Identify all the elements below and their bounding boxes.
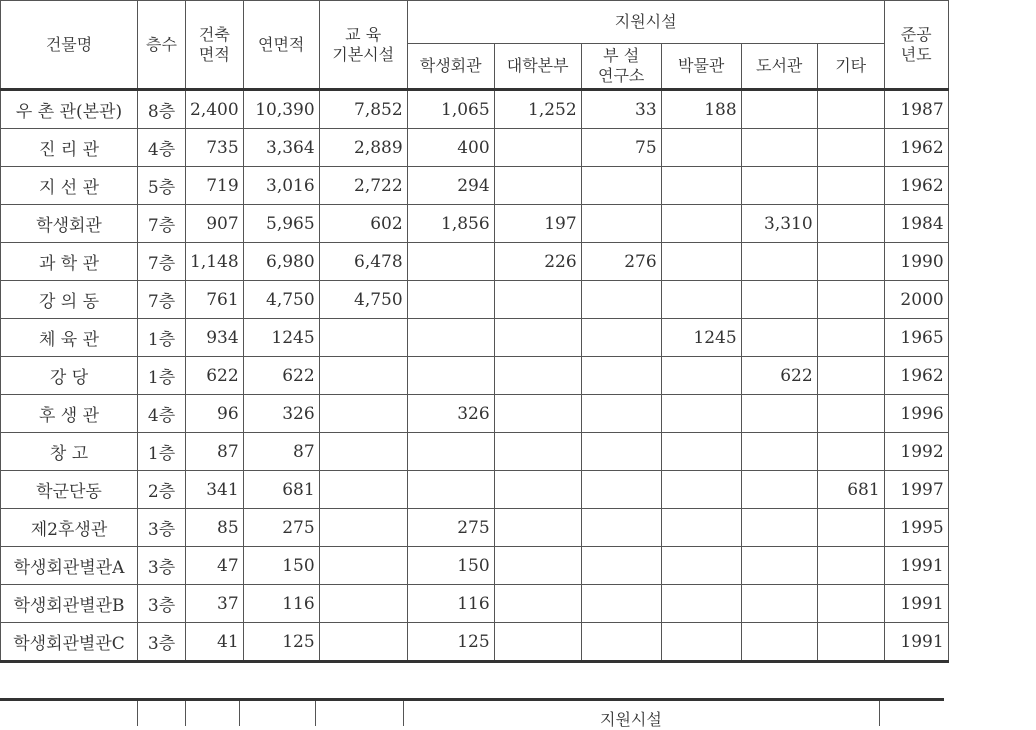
cell-museum [661, 585, 741, 623]
header-other: 기타 [817, 44, 884, 90]
cell-building-name: 창 고 [1, 433, 138, 471]
cell-museum [661, 471, 741, 509]
cell-library [741, 395, 817, 433]
cell-edu-research [319, 395, 407, 433]
cell-univ-hq [494, 471, 581, 509]
cell-floors: 8층 [138, 90, 186, 129]
cell-total-floor-area: 275 [243, 509, 319, 547]
table-row [1, 623, 949, 662]
cell-edu-research: 2,889 [319, 129, 407, 167]
cell-building-name: 학생회관 [1, 205, 138, 243]
cell-total-floor-area: 3,016 [243, 167, 319, 205]
cell-floors: 7층 [138, 281, 186, 319]
cell-building-area: 761 [186, 281, 244, 319]
cell-student-center [407, 433, 494, 471]
cell-library [741, 243, 817, 281]
cell-other [817, 623, 884, 662]
cell-museum [661, 167, 741, 205]
cell-affiliated-institute [581, 167, 661, 205]
cell-completion-year: 1965 [884, 319, 948, 357]
cell-univ-hq [494, 319, 581, 357]
cell-building-name: 진 리 관 [1, 129, 138, 167]
cell-library: 3,310 [741, 205, 817, 243]
cell-museum: 1245 [661, 319, 741, 357]
cell-floors: 4층 [138, 129, 186, 167]
header-edu-line2: 기본시설 [332, 44, 395, 64]
cell-student-center: 150 [407, 547, 494, 585]
header-edu-research [319, 1, 407, 90]
cell-affiliated-institute: 276 [581, 243, 661, 281]
table-row [1, 129, 949, 167]
cell-univ-hq [494, 509, 581, 547]
cell-univ-hq [494, 395, 581, 433]
header-building-area-line2: 면적 [198, 44, 230, 64]
cell-museum [661, 395, 741, 433]
cell-univ-hq: 1,252 [494, 90, 581, 129]
cell-floors: 3층 [138, 547, 186, 585]
cell-museum [661, 623, 741, 662]
cell-affiliated-institute: 33 [581, 90, 661, 129]
table-row [1, 357, 949, 395]
cell-other [817, 509, 884, 547]
cell-building-area: 934 [186, 319, 244, 357]
cell-building-area: 622 [186, 357, 244, 395]
cell-univ-hq [494, 547, 581, 585]
table-row [1, 243, 949, 281]
cell-completion-year: 1992 [884, 433, 948, 471]
header-library: 도서관 [741, 44, 817, 90]
cell-completion-year: 1962 [884, 357, 948, 395]
cell-student-center: 275 [407, 509, 494, 547]
table-row [1, 509, 949, 547]
cell-building-area: 87 [186, 433, 244, 471]
cell-building-name: 강 의 동 [1, 281, 138, 319]
cell-edu-research: 7,852 [319, 90, 407, 129]
cell-edu-research: 4,750 [319, 281, 407, 319]
header-total-floor-area: 연면적 [243, 1, 319, 90]
table-row [1, 395, 949, 433]
cell-building-area: 735 [186, 129, 244, 167]
cell-museum: 188 [661, 90, 741, 129]
cell-building-name: 학생회관별관C [1, 623, 138, 662]
cell-building-name: 지 선 관 [1, 167, 138, 205]
cell-building-name: 체 육 관 [1, 319, 138, 357]
cell-total-floor-area: 326 [243, 395, 319, 433]
cell-museum [661, 281, 741, 319]
cell-building-name: 학생회관별관B [1, 585, 138, 623]
cell-completion-year: 1996 [884, 395, 948, 433]
cell-building-area: 2,400 [186, 90, 244, 129]
cell-affiliated-institute [581, 509, 661, 547]
cell-building-area: 907 [186, 205, 244, 243]
cell-univ-hq: 197 [494, 205, 581, 243]
cell-library [741, 90, 817, 129]
header-affiliated-institute [581, 44, 661, 90]
cell-library [741, 547, 817, 585]
cell-univ-hq [494, 585, 581, 623]
cell-floors: 3층 [138, 623, 186, 662]
table-row [1, 471, 949, 509]
cell-building-area: 96 [186, 395, 244, 433]
cell-other [817, 205, 884, 243]
cell-library [741, 509, 817, 547]
cell-affiliated-institute [581, 623, 661, 662]
cell-building-area: 719 [186, 167, 244, 205]
cell-library [741, 471, 817, 509]
header-edu-line1: 교 육 [345, 24, 382, 44]
cell-total-floor-area: 150 [243, 547, 319, 585]
cell-library [741, 319, 817, 357]
cell-building-name: 우 촌 관(본관) [1, 90, 138, 129]
header-year-line1: 준공 [900, 24, 932, 44]
table-row [1, 585, 949, 623]
header-inst-line2: 연구소 [597, 66, 645, 85]
cell-edu-research: 6,478 [319, 243, 407, 281]
cell-total-floor-area: 622 [243, 357, 319, 395]
cell-univ-hq [494, 281, 581, 319]
cell-student-center [407, 357, 494, 395]
cell-other [817, 395, 884, 433]
table-row [1, 90, 949, 129]
cell-total-floor-area: 6,980 [243, 243, 319, 281]
cell-completion-year: 1991 [884, 547, 948, 585]
header-completion-year [884, 1, 948, 90]
cell-building-area: 47 [186, 547, 244, 585]
header-student-center: 학생회관 [407, 44, 494, 90]
header-floors: 층수 [138, 1, 186, 90]
cell-library: 622 [741, 357, 817, 395]
cell-museum [661, 205, 741, 243]
cell-univ-hq [494, 129, 581, 167]
cell-edu-research [319, 509, 407, 547]
next-table-header [0, 698, 944, 729]
cell-floors: 2층 [138, 471, 186, 509]
cell-edu-research [319, 471, 407, 509]
cell-building-area: 341 [186, 471, 244, 509]
cell-museum [661, 129, 741, 167]
cell-completion-year: 1995 [884, 509, 948, 547]
cell-total-floor-area: 87 [243, 433, 319, 471]
cell-floors: 7층 [138, 205, 186, 243]
cell-total-floor-area: 681 [243, 471, 319, 509]
next-table-support-facilities: 지원시설 [600, 710, 662, 729]
cell-library [741, 433, 817, 471]
cell-museum [661, 509, 741, 547]
cell-building-area: 37 [186, 585, 244, 623]
cell-student-center: 326 [407, 395, 494, 433]
table-row [1, 547, 949, 585]
cell-other [817, 357, 884, 395]
cell-building-name: 후 생 관 [1, 395, 138, 433]
cell-other [817, 167, 884, 205]
cell-floors: 4층 [138, 395, 186, 433]
cell-floors: 3층 [138, 509, 186, 547]
cell-floors: 1층 [138, 319, 186, 357]
cell-completion-year: 1984 [884, 205, 948, 243]
cell-completion-year: 2000 [884, 281, 948, 319]
cell-univ-hq [494, 357, 581, 395]
cell-affiliated-institute: 75 [581, 129, 661, 167]
header-year-line2: 년도 [900, 44, 932, 64]
cell-total-floor-area: 116 [243, 585, 319, 623]
table-row [1, 433, 949, 471]
cell-building-name: 학군단동 [1, 471, 138, 509]
cell-affiliated-institute [581, 585, 661, 623]
cell-student-center: 116 [407, 585, 494, 623]
cell-univ-hq [494, 433, 581, 471]
cell-library [741, 167, 817, 205]
cell-edu-research: 602 [319, 205, 407, 243]
cell-other [817, 319, 884, 357]
cell-completion-year: 1991 [884, 585, 948, 623]
header-building-area [186, 1, 244, 90]
header-univ-hq: 대학본부 [494, 44, 581, 90]
cell-other [817, 129, 884, 167]
table-row [1, 205, 949, 243]
table-row [1, 319, 949, 357]
cell-total-floor-area: 1245 [243, 319, 319, 357]
cell-total-floor-area: 10,390 [243, 90, 319, 129]
cell-student-center [407, 281, 494, 319]
cell-other [817, 433, 884, 471]
cell-building-area: 85 [186, 509, 244, 547]
cell-edu-research [319, 623, 407, 662]
cell-univ-hq: 226 [494, 243, 581, 281]
cell-library [741, 623, 817, 662]
cell-student-center: 1,856 [407, 205, 494, 243]
cell-completion-year: 1962 [884, 129, 948, 167]
cell-other [817, 90, 884, 129]
cell-building-name: 강 당 [1, 357, 138, 395]
cell-student-center: 125 [407, 623, 494, 662]
cell-affiliated-institute [581, 547, 661, 585]
table-row [1, 281, 949, 319]
cell-student-center: 1,065 [407, 90, 494, 129]
cell-other [817, 281, 884, 319]
cell-building-area: 41 [186, 623, 244, 662]
cell-edu-research [319, 585, 407, 623]
cell-edu-research [319, 357, 407, 395]
cell-building-name: 과 학 관 [1, 243, 138, 281]
cell-floors: 3층 [138, 585, 186, 623]
table-body [1, 90, 949, 662]
cell-completion-year: 1987 [884, 90, 948, 129]
cell-completion-year: 1997 [884, 471, 948, 509]
cell-building-area: 1,148 [186, 243, 244, 281]
cell-affiliated-institute [581, 205, 661, 243]
header-support-facilities: 지원시설 [407, 1, 884, 44]
cell-student-center: 294 [407, 167, 494, 205]
cell-total-floor-area: 3,364 [243, 129, 319, 167]
cell-museum [661, 357, 741, 395]
cell-student-center: 400 [407, 129, 494, 167]
cell-student-center [407, 471, 494, 509]
cell-affiliated-institute [581, 433, 661, 471]
cell-edu-research [319, 547, 407, 585]
cell-univ-hq [494, 167, 581, 205]
cell-edu-research [319, 433, 407, 471]
cell-building-name: 학생회관별관A [1, 547, 138, 585]
cell-univ-hq [494, 623, 581, 662]
cell-other [817, 547, 884, 585]
cell-building-name: 제2후생관 [1, 509, 138, 547]
cell-museum [661, 547, 741, 585]
cell-library [741, 585, 817, 623]
cell-library [741, 129, 817, 167]
cell-total-floor-area: 5,965 [243, 205, 319, 243]
cell-other: 681 [817, 471, 884, 509]
cell-floors: 1층 [138, 433, 186, 471]
cell-museum [661, 433, 741, 471]
cell-floors: 5층 [138, 167, 186, 205]
cell-completion-year: 1990 [884, 243, 948, 281]
cell-completion-year: 1962 [884, 167, 948, 205]
cell-student-center [407, 319, 494, 357]
cell-affiliated-institute [581, 395, 661, 433]
cell-other [817, 243, 884, 281]
cell-floors: 1층 [138, 357, 186, 395]
cell-total-floor-area: 4,750 [243, 281, 319, 319]
cell-affiliated-institute [581, 357, 661, 395]
cell-edu-research [319, 319, 407, 357]
header-building-name: 건물명 [1, 1, 138, 90]
cell-affiliated-institute [581, 319, 661, 357]
cell-completion-year: 1991 [884, 623, 948, 662]
cell-other [817, 585, 884, 623]
cell-affiliated-institute [581, 471, 661, 509]
cell-museum [661, 243, 741, 281]
header-museum: 박물관 [661, 44, 741, 90]
cell-floors: 7층 [138, 243, 186, 281]
cell-student-center [407, 243, 494, 281]
table-row [1, 167, 949, 205]
header-inst-line1: 부 설 [603, 46, 640, 65]
header-building-area-line1: 건축 [198, 24, 230, 44]
cell-edu-research: 2,722 [319, 167, 407, 205]
cell-total-floor-area: 125 [243, 623, 319, 662]
cell-affiliated-institute [581, 281, 661, 319]
cell-library [741, 281, 817, 319]
